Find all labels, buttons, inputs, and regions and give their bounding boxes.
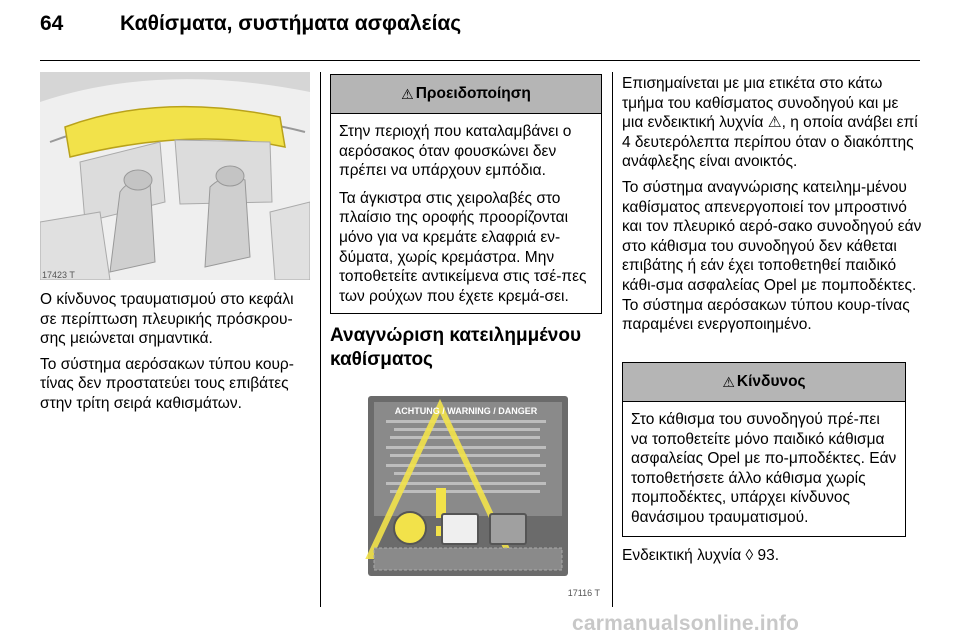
page-title: Καθίσματα, συστήματα ασφαλείας [120,12,462,35]
paragraph: Στο κάθισμα του συνοδηγού πρέ-πει να τοποθετείτε μόνο παιδικό κάθισμα ασφαλείας Opel με πο-μποδέκτες. Εάν τοποθετήσετε άλλο κάθισμα χωρίς πομποδέκτες, υπάρχει κίνδυνος θανάσιμου τραυματισμού. [631,411,897,526]
warning-title: Προειδοποίηση [415,85,531,102]
label-heading-text: ACHTUNG / WARNING / DANGER [394,406,538,416]
seat-label-drawing [330,378,602,600]
car-interior-drawing [40,72,310,280]
seat-label-illustration [330,378,602,600]
danger-box-body [623,402,905,528]
paragraph: Το σύστημα αναγνώρισης κατειλημ-μένου καθίσματος απενεργοποιεί τον μπροστινό και τον πλευρικό αερό-σακο συνοδηγού εάν στο κάθισμα του συνοδηγού δεν κάθεται επιβάτης ή εάν έχει τοποθετηθεί παιδικό κάθι-σμα ασφαλείας Opel με πομποδέκτες. Το σύστημα αερόσακων τύπου κουρ-τίνας παραμένει ενεργοποιημένο. [622,178,922,334]
column-1-text [40,290,310,420]
cross-reference: Ενδεικτική λυχνία ◊ 93. [622,547,780,564]
column-3-text [622,74,922,341]
section-heading: Αναγνώριση κατειλημμένου καθίσματος [330,325,582,370]
column-divider-right [612,72,613,607]
danger-title: Κίνδυνος [736,373,806,390]
warning-box-header [331,75,601,114]
paragraph: Στην περιοχή που καταλαμβάνει ο αερόσακος όταν φουσκώνει δεν πρέπει να υπάρχουν εμπόδια. [339,123,572,180]
column-3-footer-text [622,546,922,572]
warning-icon: ⚠ [401,85,414,102]
paragraph: Τα άγκιστρα στις χειρολαβές στο πλαίσιο της οροφής προορίζονται μόνο για να κρεμάτε ελαφριά εν-δύματα, χωρίς κρεμάστρα. Μην τοποθετείτε αντικείμενα στις τσέ-πες των ρούχων που έχετε κρεμά-σει. [339,189,587,305]
car-interior-illustration [40,72,310,280]
warning-box [330,74,602,314]
column-divider-left [320,72,321,607]
danger-box [622,362,906,537]
figure-id: 17423 T [42,270,75,280]
watermark-text: carmanualsonline.info [572,612,800,635]
paragraph: Ο κίνδυνος τραυματισμού στο κεφάλι σε περίπτωση πλευρικής πρόσκρου-σης μειώνεται σημαντικά. [40,291,294,348]
paragraph: Επισημαίνεται με μια ετικέτα στο κάτω τμήμα του καθίσματος συνοδηγού και με μια ενδεικτική λυχνία ⚠, η οποία ανάβει επί 4 δευτερόλεπτα περίπου όταν ο διακόπτης ανάφλεξης είναι ανοικτός. [622,75,918,171]
figure-id: 17116 T [567,588,600,598]
paragraph: Το σύστημα αερόσακων τύπου κουρ-τίνας δεν προστατεύει τους επιβάτες στην τρίτη σειρά καθισμάτων. [40,355,294,412]
page-header [40,12,920,52]
danger-box-header [623,363,905,402]
warning-icon: ⚠ [722,373,735,390]
header-divider [40,60,920,61]
page-number: 64 [40,12,64,35]
warning-box-body [331,114,601,306]
